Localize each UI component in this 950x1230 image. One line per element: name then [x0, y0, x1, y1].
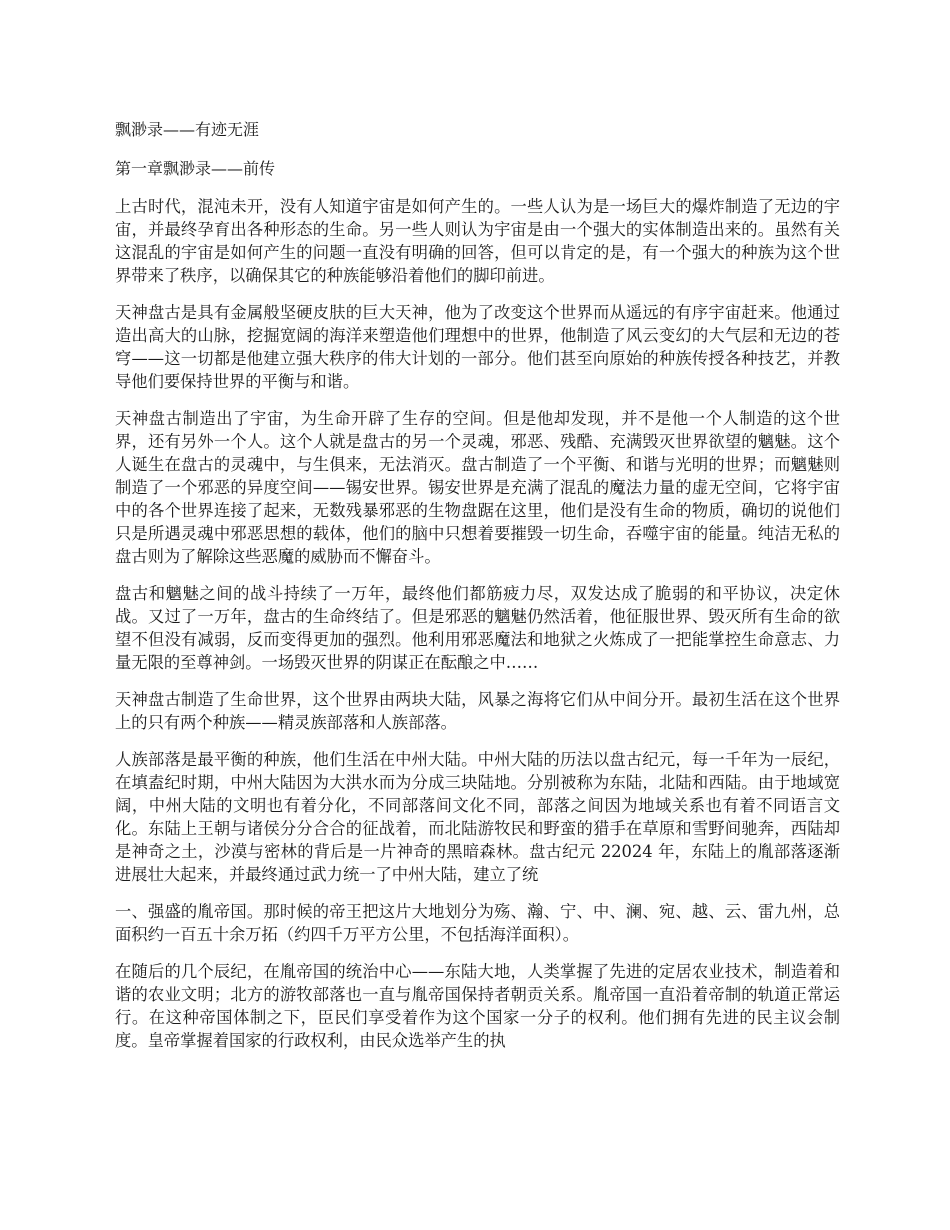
paragraph-1: 上古时代，混沌未开，没有人知道宇宙是如何产生的。一些人认为是一场巨大的爆炸制造了无边的宇宙，并最终孕育出各种形态的生命。另一些人则认为宇宙是由一个强大的实体制造出来的。虽然有关这混乱的宇宙是如何产生的问题一直没有明确的回答，但可以肯定的是，有一个强大的种族为这个世界带来了秩序，以确保其它的种族能够沿着他们的脚印前进。: [115, 197, 840, 285]
paragraph-4: 盘古和魑魅之间的战斗持续了一万年，最终他们都筋疲力尽，双发达成了脆弱的和平协议，决定休战。又过了一万年，盘古的生命终结了。但是邪恶的魑魅仍然活着，他征服世界、毁灭所有生命的欲望不但没有减弱，反而变得更加的强烈。他利用邪恶魔法和地狱之火炼成了一把能掌控生命意志、力量无限的至尊神剑。一场毁灭世界的阴谋正在酝酿之中……: [115, 584, 840, 672]
paragraph-8: 在随后的几个辰纪，在胤帝国的统治中心——东陆大地，人类掌握了先进的定居农业技术，制造着和谐的农业文明；北方的游牧部落也一直与胤帝国保持者朝贡关系。胤帝国一直沿着帝制的轨道正常运行。在这种帝国体制之下，臣民们享受着作为这个国家一分子的权利。他们拥有先进的民主议会制度。皇帝掌握着国家的行政权利，由民众选举产生的执: [115, 962, 840, 1050]
paragraph-2: 天神盘古是具有金属般坚硬皮肤的巨大天神，他为了改变这个世界而从遥远的有序宇宙赶来。他通过造出高大的山脉，挖掘宽阔的海洋来塑造他们理想中的世界，他制造了风云变幻的大气层和无边的苍穹——这一切都是他建立强大秩序的伟大计划的一部分。他们甚至向原始的种族传授各种技艺，并教导他们要保持世界的平衡与和谐。: [115, 303, 840, 391]
paragraph-3: 天神盘古制造出了宇宙，为生命开辟了生存的空间。但是他却发现，并不是他一个人制造的这个世界，还有另外一个人。这个人就是盘古的另一个灵魂，邪恶、残酷、充满毁灭世界欲望的魑魅。这个人诞生在盘古的灵魂中，与生俱来，无法消灭。盘古制造了一个平衡、和谐与光明的世界；而魑魅则制造了一个邪恶的异度空间——锡安世界。锡安世界是充满了混乱的魔法力量的虚无空间，它将宇宙中的各个世界连接了起来，无数残暴邪恶的生物盘踞在这里，他们是没有生命的物质，确切的说他们只是所遇灵魂中邪恶思想的载体，他们的脑中只想着要摧毁一切生命，吞噬宇宙的能量。纯洁无私的盘古则为了解除这些恶魔的威胁而不懈奋斗。: [115, 409, 840, 566]
document-title: 飘渺录——有迹无涯: [115, 120, 260, 139]
paragraph-6: 人族部落是最平衡的种族，他们生活在中州大陆。中州大陆的历法以盘古纪元，每一千年为一辰纪，在填盍纪时期，中州大陆因为大洪水而为分成三块陆地。分别被称为东陆，北陆和西陆。由于地域宽阔，中州大陆的文明也有着分化，不同部落间文化不同，部落之间因为地域关系也有着不同语言文化。东陆上王朝与诸侯分分合合的征战着，而北陆游牧民和野蛮的猎手在草原和雪野间驰奔，西陆却是神奇之土，沙漠与密林的背后是一片神奇的黑暗森林。盘古纪元 22024 年，东陆上的胤部落逐渐进展壮大起来，并最终通过武力统一了中州大陆，建立了统: [115, 750, 840, 884]
document-page: [115, 118, 840, 1066]
paragraph-5: 天神盘古制造了生命世界，这个世界由两块大陆，风暴之海将它们从中间分开。最初生活在这个世界上的只有两个种族——精灵族部落和人族部落。: [115, 690, 840, 732]
paragraph-7: 一、强盛的胤帝国。那时候的帝王把这片大地划分为殇、瀚、宁、中、澜、宛、越、云、雷九州，总面积约一百五十余万拓（约四千万平方公里，不包括海洋面积）。: [115, 902, 840, 944]
chapter-heading: 第一章飘渺录——前传: [115, 159, 276, 178]
